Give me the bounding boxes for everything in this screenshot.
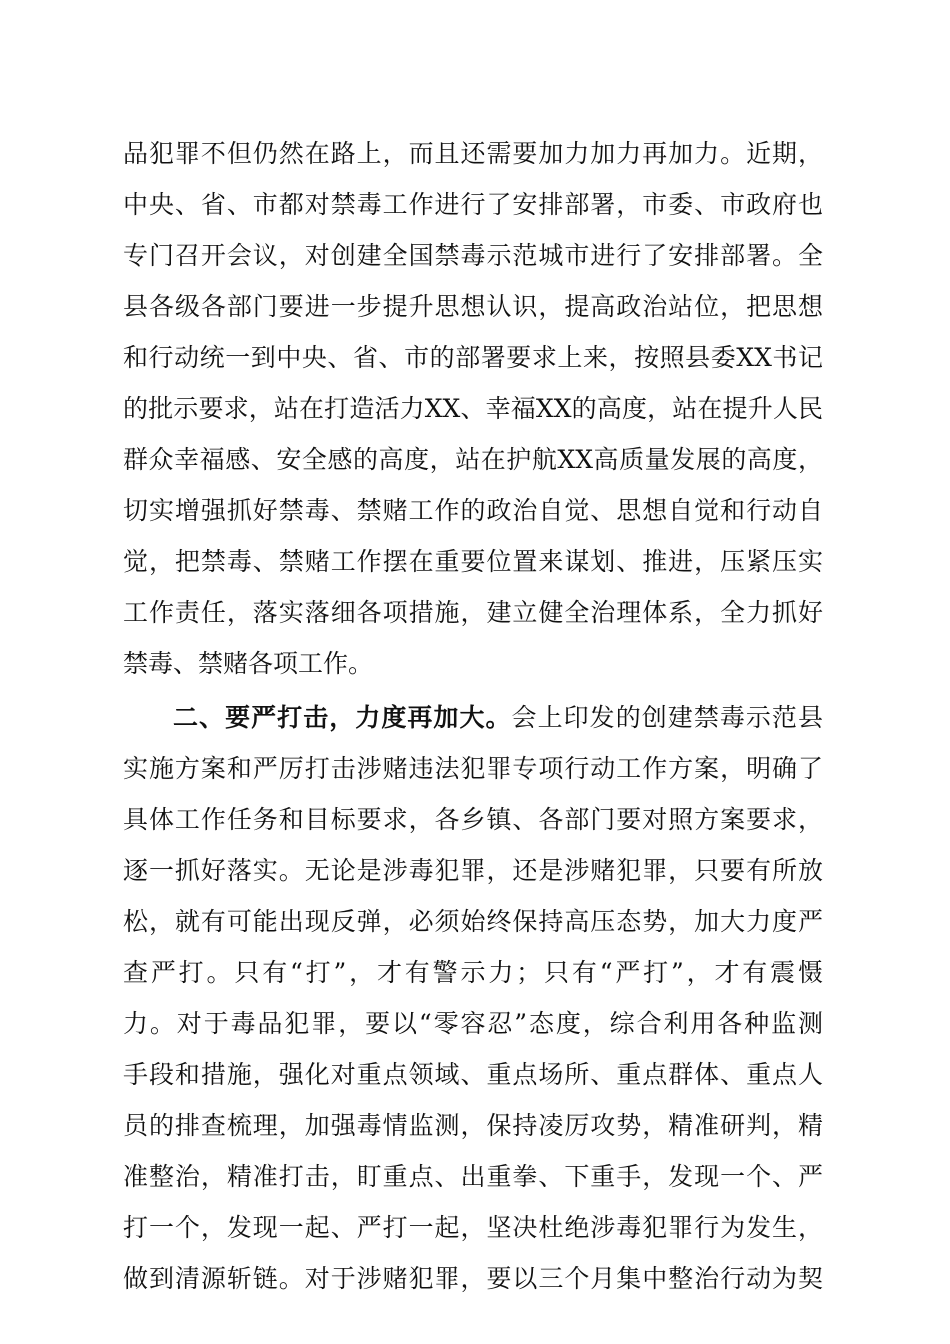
text-line: 工作责任，落实落细各项措施，建立健全治理体系，全力抓好 — [123, 598, 823, 627]
text-line: 打一个，发现一起、严打一起，坚决杜绝涉毒犯罪行为发生， — [123, 1213, 823, 1242]
section-heading: 二、要严打击，力度再加大。 — [173, 703, 512, 732]
text-line: 实施方案和严厉打击涉赌违法犯罪专项行动工作方案，明确了 — [123, 754, 823, 783]
text-line: 员的排查梳理，加强毒情监测，保持凌厉攻势，精准研判，精 — [123, 1111, 823, 1140]
text-line: 逐一抓好落实。无论是涉毒犯罪，还是涉赌犯罪，只要有所放 — [123, 856, 823, 885]
text-line: 力。对于毒品犯罪，要以“零容忍”态度，综合利用各种监测 — [123, 1009, 823, 1038]
text-line: 品犯罪不但仍然在路上，而且还需要加力加力再加力。近期， — [123, 139, 823, 168]
text-line: 中央、省、市都对禁毒工作进行了安排部署，市委、市政府也 — [123, 190, 823, 219]
text-line: 做到清源斩链。对于涉赌犯罪，要以三个月集中整治行动为契 — [123, 1264, 823, 1293]
text-line: 松，就有可能出现反弹，必须始终保持高压态势，加大力度严 — [123, 907, 823, 936]
text-line: 的批示要求，站在打造活力XX、幸福XX的高度，站在提升人民 — [123, 394, 823, 423]
text-line: 群众幸福感、安全感的高度，站在护航XX高质量发展的高度， — [123, 445, 823, 474]
text-line: 觉，把禁毒、禁赌工作摆在重要位置来谋划、推进，压紧压实 — [123, 547, 823, 576]
text-line: 准整治，精准打击，盯重点、出重拳、下重手，发现一个、严 — [123, 1162, 823, 1191]
text-line: 和行动统一到中央、省、市的部署要求上来，按照县委XX书记 — [123, 343, 823, 372]
text-line: 查严打。只有“打”，才有警示力；只有“严打”，才有震慑 — [123, 958, 823, 987]
text-line: 禁毒、禁赌各项工作。 — [123, 649, 374, 678]
text-line: 专门召开会议，对创建全国禁毒示范城市进行了安排部署。全 — [123, 241, 823, 270]
text-line: 切实增强抓好禁毒、禁赌工作的政治自觉、思想自觉和行动自 — [123, 496, 823, 525]
text-line: 具体工作任务和目标要求，各乡镇、各部门要对照方案要求， — [123, 805, 823, 834]
text-line — [173, 696, 823, 740]
heading-followup-text: 会上印发的创建禁毒示范县 — [511, 703, 823, 732]
text-line: 手段和措施，强化对重点领域、重点场所、重点群体、重点人 — [123, 1060, 823, 1089]
text-line: 县各级各部门要进一步提升思想认识，提高政治站位，把思想 — [123, 292, 823, 321]
